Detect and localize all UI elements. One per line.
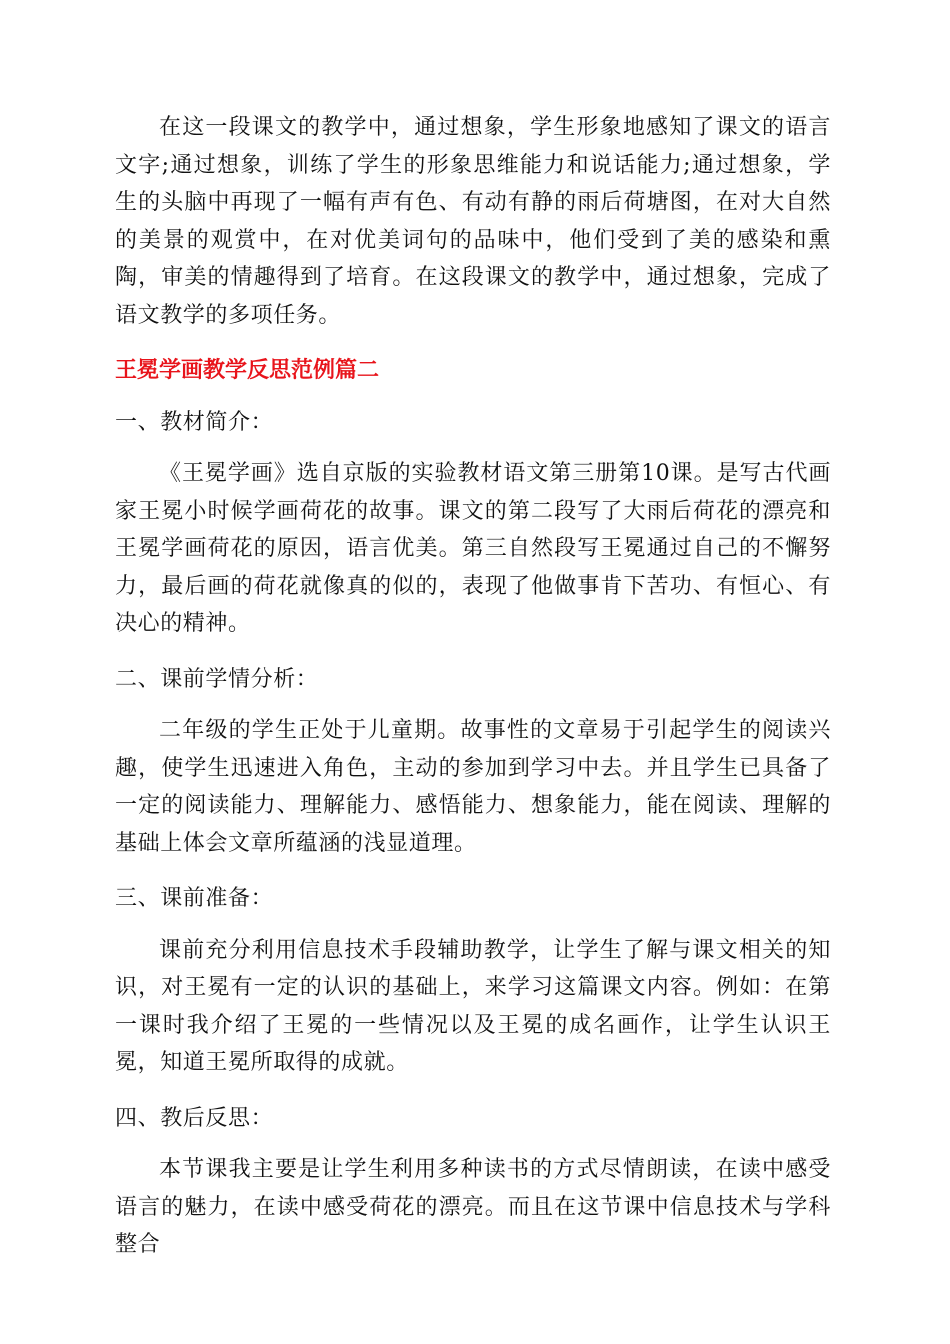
section-body-2: 二年级的学生正处于儿童期。故事性的文章易于引起学生的阅读兴趣，使学生迅速进入角色，主动的参加到学习中去。并且学生已具备了一定的阅读能力、理解能力、感悟能力、想象能力，能在阅读、理解的基础上体会文章所蕴涵的浅显道理。: [115, 718, 831, 856]
document-page: [115, 109, 831, 1264]
section-title-1: 一、教材简介：: [115, 409, 274, 435]
section-body-3: 课前充分利用信息技术手段辅助教学，让学生了解与课文相关的知识，对王冕有一定的认识的基础上，来学习这篇课文内容。例如：在第一课时我介绍了王冕的一些情况以及王冕的成名画作，让学生认识王冕，知道王冕所取得的成就。: [115, 937, 831, 1075]
intro-paragraph: 在这一段课文的教学中，通过想象，学生形象地感知了课文的语言文字;通过想象，训练了学生的形象思维能力和说话能力;通过想象，学生的头脑中再现了一幅有声有色、有动有静的雨后荷塘图，在对大自然的美景的观赏中，在对优美词句的品味中，他们受到了美的感染和熏陶，审美的情趣得到了培育。在这段课文的教学中，通过想象，完成了语文教学的多项任务。: [115, 115, 831, 328]
section-title-4: 四、教后反思：: [115, 1105, 274, 1131]
section-title-2: 二、课前学情分析：: [115, 666, 319, 692]
section-body-4: 本节课我主要是让学生利用多种读书的方式尽情朗读，在读中感受语言的魅力，在读中感受荷花的漂亮。而且在这节课中信息技术与学科整合: [115, 1157, 831, 1257]
section-body-1: 《王冕学画》选自京版的实验教材语文第三册第10课。是写古代画家王冕小时候学画荷花的故事。课文的第二段写了大雨后荷花的漂亮和王冕学画荷花的原因，语言优美。第三自然段写王冕通过自己的不懈努力，最后画的荷花就像真的似的，表现了他做事肯下苦功、有恒心、有决心的精神。: [115, 461, 831, 636]
section-title-3: 三、课前准备：: [115, 886, 274, 911]
article-heading: 王冕学画教学反思范例篇二: [115, 358, 380, 383]
